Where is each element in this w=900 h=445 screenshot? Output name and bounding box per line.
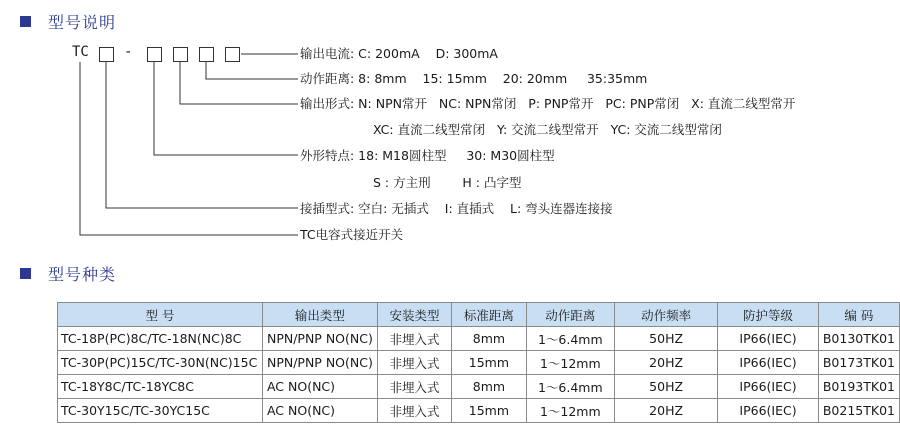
cell-protection: IP66(IEC) xyxy=(718,327,819,351)
desc-action-distance: 动作距离: 8: 8mm 15: 15mm 20: 20mm 35:35mm xyxy=(300,71,648,86)
table-row xyxy=(58,399,900,423)
cell-output-type: NPN/PNP NO(NC) xyxy=(262,351,377,375)
cell-install-type: 非埋入式 xyxy=(377,351,451,375)
cell-install-type: 非埋入式 xyxy=(377,399,451,423)
cell-code: B0130TK01 xyxy=(818,327,899,351)
cell-action-distance: 1～12mm xyxy=(526,399,614,423)
cell-standard-distance: 8mm xyxy=(452,327,526,351)
desc-series: TC电容式接近开关 xyxy=(300,227,404,242)
cell-output-type: AC NO(NC) xyxy=(262,399,377,423)
header-action-distance: 动作距离 xyxy=(526,303,614,327)
header-install-type: 安装类型 xyxy=(377,303,451,327)
table-row xyxy=(58,375,900,399)
cell-protection: IP66(IEC) xyxy=(718,399,819,423)
code-dash: - xyxy=(124,44,133,60)
desc-wiring: 接插型式: 空白: 无插式 I: 直插式 L: 弯头连器连接接 xyxy=(300,201,613,216)
cell-install-type: 非埋入式 xyxy=(377,327,451,351)
cell-model: TC-18Y8C/TC-18YC8C xyxy=(58,375,263,399)
cell-action-distance: 1～12mm xyxy=(526,351,614,375)
cell-output-type: AC NO(NC) xyxy=(262,375,377,399)
cell-protection: IP66(IEC) xyxy=(718,375,819,399)
model-spec-table xyxy=(57,302,900,423)
cell-standard-distance: 15mm xyxy=(452,351,526,375)
cell-action-distance: 1～6.4mm xyxy=(526,375,614,399)
cell-model: TC-18P(PC)8C/TC-18N(NC)8C xyxy=(58,327,263,351)
cell-model: TC-30P(PC)15C/TC-30N(NC)15C xyxy=(58,351,263,375)
header-output-type: 输出类型 xyxy=(262,303,377,327)
section-title: 型号说明 xyxy=(48,13,117,32)
desc-output-current: 输出电流: C: 200mA D: 300mA xyxy=(300,46,498,61)
header-code: 编 码 xyxy=(818,303,899,327)
heading-square-icon xyxy=(20,268,31,279)
desc-output-form-2: XC: 直流二线型常闭 Y: 交流二线型常开 YC: 交流二线型常闭 xyxy=(373,122,722,137)
table-row xyxy=(58,327,900,351)
cell-frequency: 20HZ xyxy=(615,399,718,423)
cell-standard-distance: 8mm xyxy=(452,375,526,399)
cell-frequency: 50HZ xyxy=(615,327,718,351)
cell-standard-distance: 15mm xyxy=(452,399,526,423)
header-standard-distance: 标准距离 xyxy=(452,303,526,327)
cell-frequency: 20HZ xyxy=(615,351,718,375)
cell-frequency: 50HZ xyxy=(615,375,718,399)
table-row xyxy=(58,351,900,375)
cell-code: B0215TK01 xyxy=(818,399,899,423)
desc-output-form-1: 输出形式: N: NPN常开 NC: NPN常闭 P: PNP常开 PC: PNP常闭 X: 直流二线型常开 xyxy=(300,96,796,111)
cell-code: B0173TK01 xyxy=(818,351,899,375)
header-protection: 防护等级 xyxy=(718,303,819,327)
section-title: 型号种类 xyxy=(48,265,117,284)
cell-install-type: 非埋入式 xyxy=(377,375,451,399)
cell-model: TC-30Y15C/TC-30YC15C xyxy=(58,399,263,423)
desc-shape-2: S : 方主刑 H : 凸字型 xyxy=(373,175,522,190)
desc-shape-1: 外形特点: 18: M18圆柱型 30: M30圆柱型 xyxy=(300,148,555,163)
section-heading-model-types xyxy=(20,262,116,285)
cell-output-type: NPN/PNP NO(NC) xyxy=(262,327,377,351)
table-header-row xyxy=(58,303,900,327)
cell-action-distance: 1～6.4mm xyxy=(526,327,614,351)
header-frequency: 动作频率 xyxy=(615,303,718,327)
cell-code: B0193TK01 xyxy=(818,375,899,399)
cell-protection: IP66(IEC) xyxy=(718,351,819,375)
code-prefix: TC xyxy=(72,44,89,60)
header-model: 型 号 xyxy=(58,303,263,327)
